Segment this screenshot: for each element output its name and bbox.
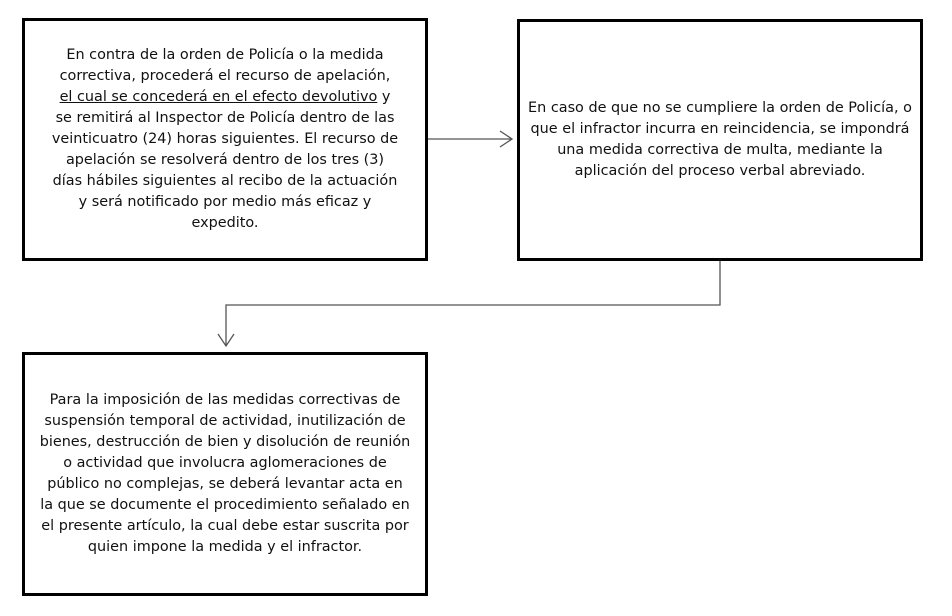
connector-box2-to-box3	[218, 261, 720, 346]
appeal-text-part-1: En contra de la orden de Policía o la medida correctiva, procederá el recurso de apelación,	[59, 47, 391, 84]
appeal-text-part-2: y se remitirá al Inspector de Policía dentro de las veinticuatro (24) horas siguientes. El recurso de apelación se resolverá dentro de los tres (3) días hábiles siguientes al recibo de la actuación y será notificado por medio más eficaz y expedito.	[51, 89, 399, 231]
appeal-text-underlined: el cual se concederá en el efecto devolutivo	[59, 89, 378, 105]
appeal-procedure-box	[22, 18, 428, 261]
corrective-measures-record-text: Para la imposición de las medidas correctivas de suspensión temporal de actividad, inutilización de bienes, destrucción de bien y disolución de reunión o actividad que involucra aglomeraciones de público no complejas, se deberá levantar acta en la que se documente el procedimiento señalado en el presente artículo, la cual debe estar suscrita por quien impone la medida y el infractor.	[39, 392, 411, 555]
noncompliance-fine-box	[517, 19, 923, 261]
arrow-box1-to-box2	[428, 131, 512, 147]
corrective-measures-record-box	[22, 352, 428, 596]
noncompliance-fine-text: En caso de que no se cumpliere la orden de Policía, o que el infractor incurra en reincidencia, se impondrá una medida correctiva de multa, mediante la aplicación del proceso verbal abreviado.	[528, 100, 912, 179]
appeal-procedure-text	[51, 45, 399, 234]
